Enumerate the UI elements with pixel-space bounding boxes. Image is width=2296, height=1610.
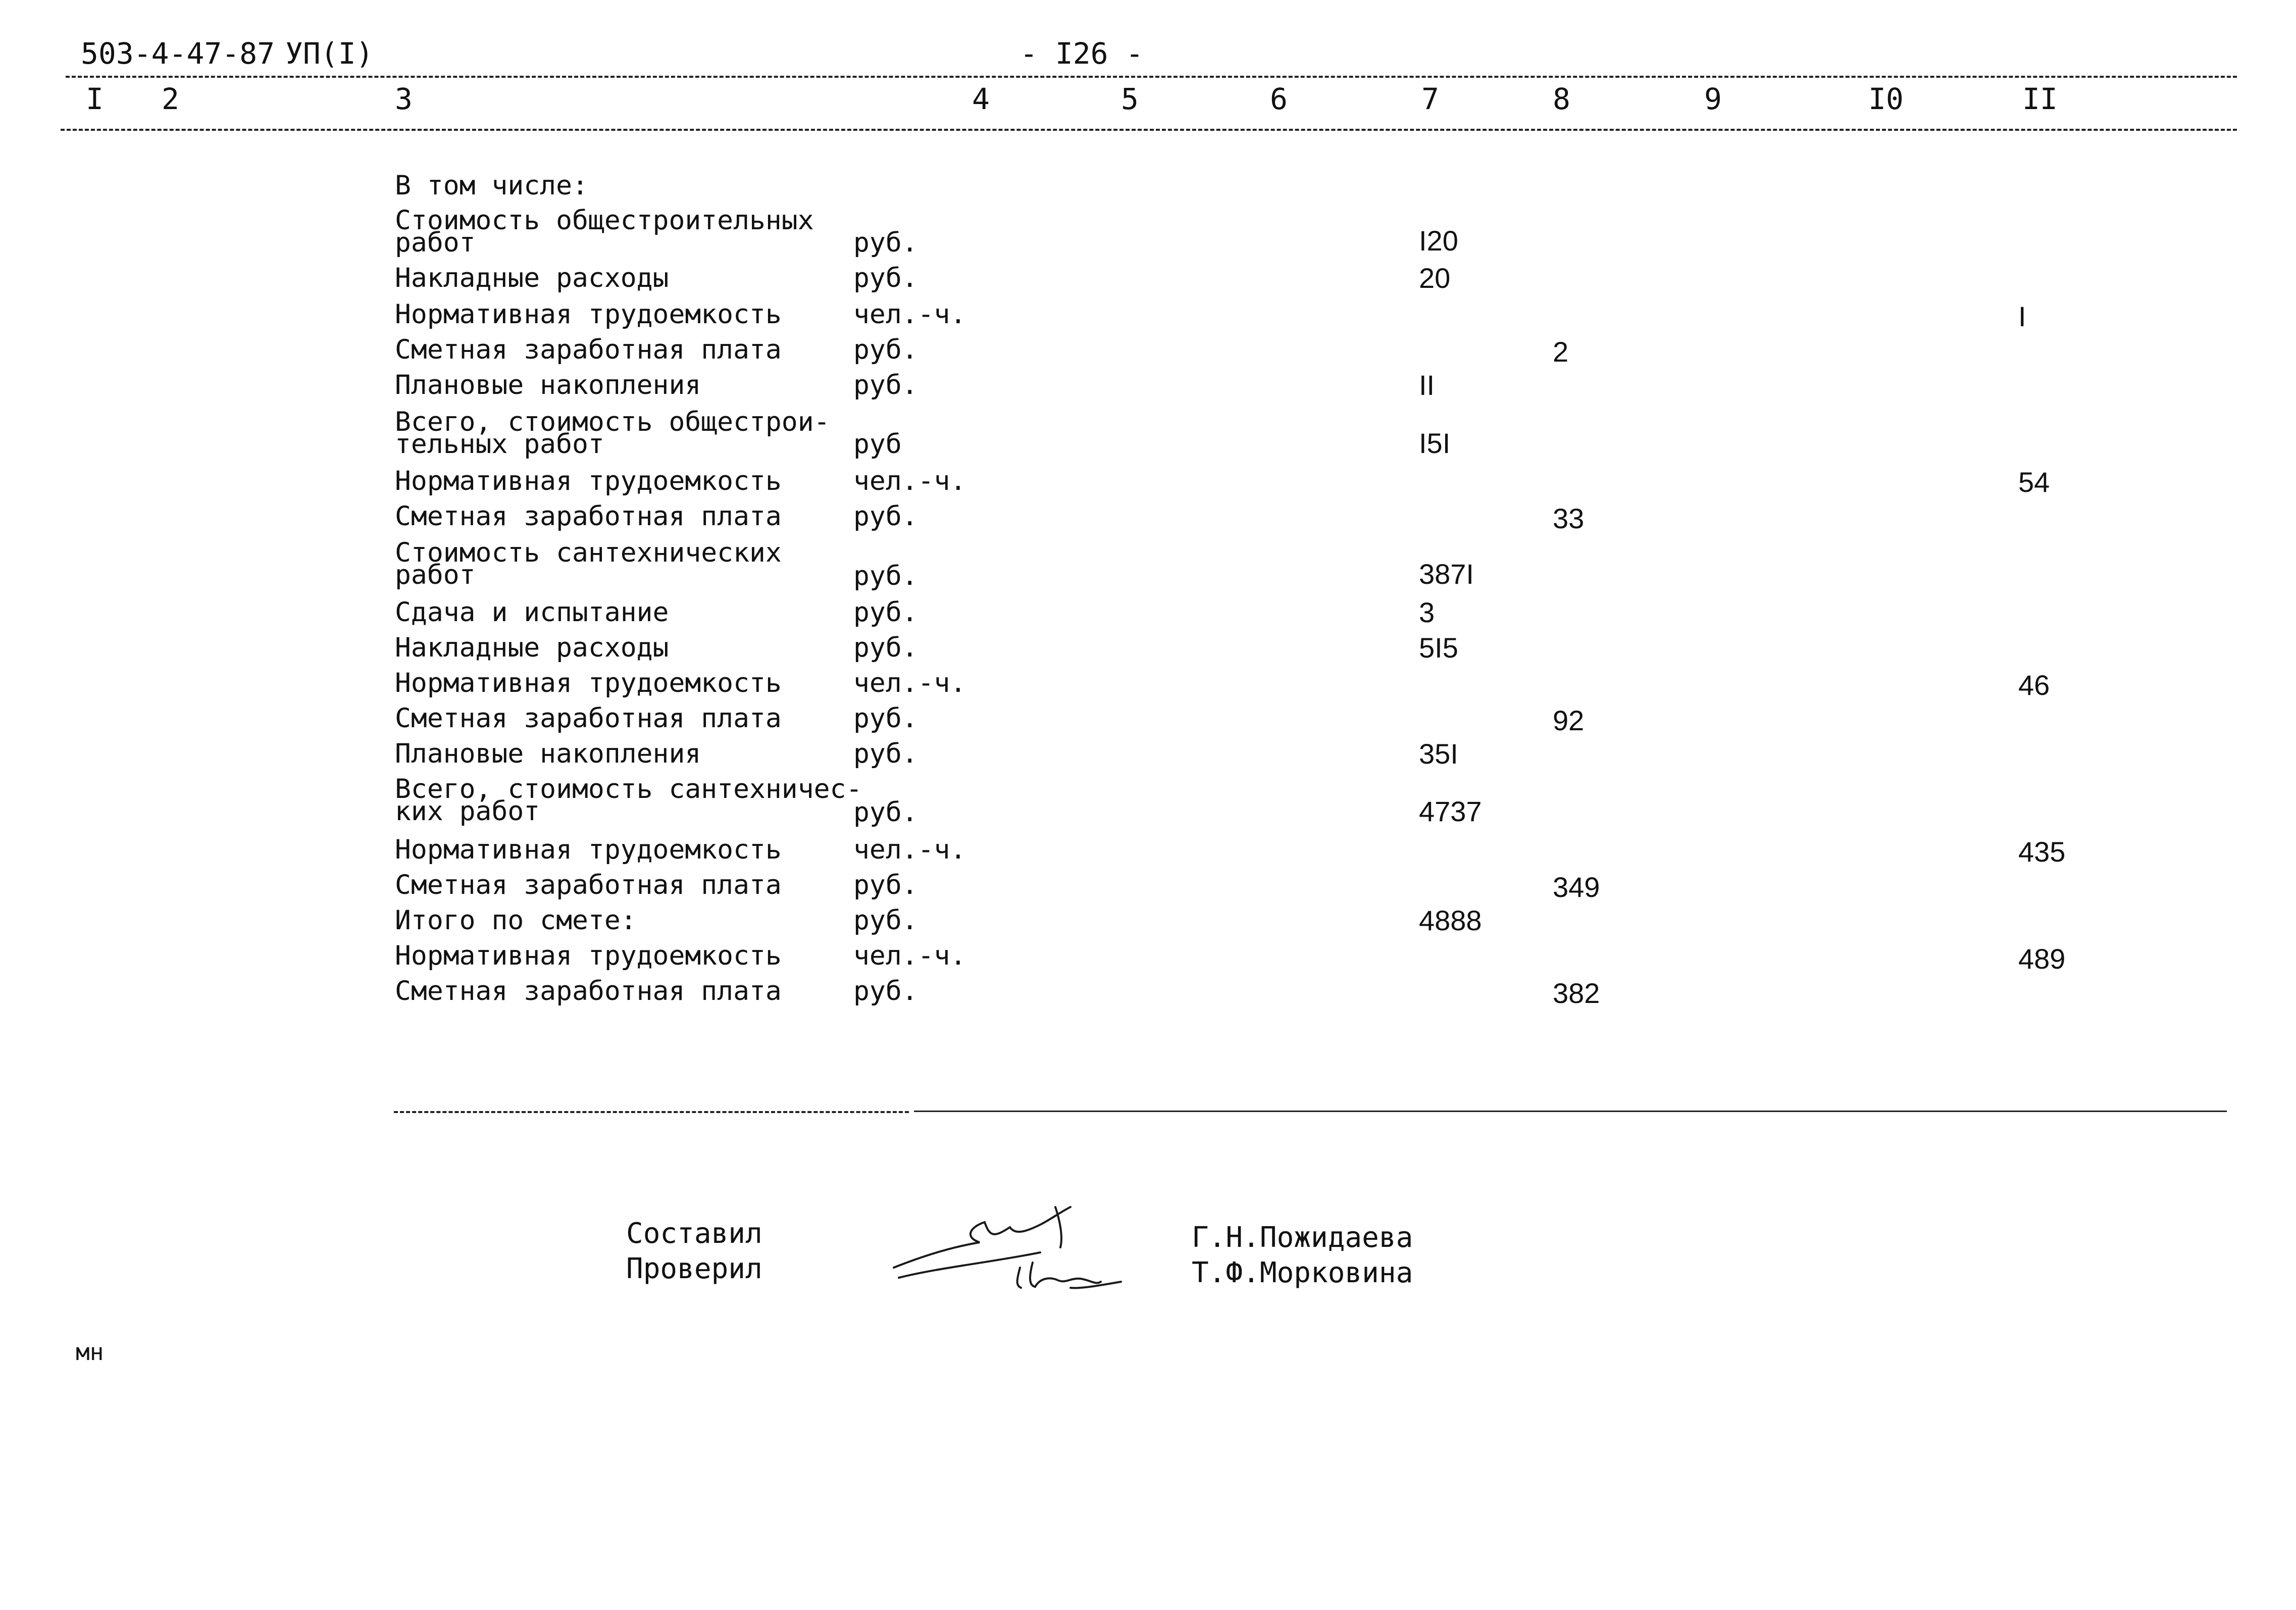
page-number: - I26 - bbox=[1020, 36, 1144, 71]
row-value-col7: I5I bbox=[1419, 427, 1451, 459]
row-value-col8: 92 bbox=[1553, 705, 1585, 736]
row-unit: руб. bbox=[853, 797, 918, 828]
row-unit: руб. bbox=[853, 227, 918, 258]
row-value-col11: 435 bbox=[2018, 836, 2066, 868]
row-label: Накладные расходы bbox=[395, 263, 669, 293]
row-unit: руб. bbox=[853, 870, 918, 900]
row-value-col8: 382 bbox=[1553, 977, 1600, 1009]
row-unit: руб. bbox=[853, 597, 918, 628]
checked-name: Т.Ф.Морковина bbox=[1192, 1256, 1413, 1289]
column-number: 5 bbox=[1121, 82, 1139, 116]
row-unit: чел.-ч. bbox=[853, 668, 966, 698]
row-label: Всего, стоимость сантехничес- bbox=[395, 774, 862, 804]
row-value-col7: 387I bbox=[1419, 558, 1474, 590]
row-label: Сдача и испытание bbox=[395, 597, 669, 628]
header-top-rule bbox=[66, 76, 2237, 78]
row-value-col8: 2 bbox=[1553, 336, 1569, 368]
row-label: Сметная заработная плата bbox=[395, 703, 782, 734]
row-value-col8: 349 bbox=[1553, 871, 1600, 903]
row-label-continuation: работ bbox=[395, 560, 476, 590]
row-value-col7: 4888 bbox=[1419, 904, 1482, 936]
row-label: Сметная заработная плата bbox=[395, 976, 782, 1007]
row-unit: руб bbox=[853, 429, 902, 460]
row-value-col7: II bbox=[1419, 369, 1435, 401]
handwritten-signatures bbox=[889, 1192, 1161, 1303]
row-label: Нормативная трудоемкость bbox=[395, 299, 782, 330]
table-bottom-rule-dashed bbox=[394, 1111, 909, 1113]
row-value-col11: 54 bbox=[2018, 466, 2050, 498]
row-value-col11: I bbox=[2018, 300, 2026, 332]
column-number: II bbox=[2022, 82, 2058, 116]
row-value-col8: 33 bbox=[1553, 502, 1585, 534]
row-unit: руб. bbox=[853, 561, 918, 591]
row-label: Нормативная трудоемкость bbox=[395, 668, 782, 698]
row-value-col7: 5I5 bbox=[1419, 632, 1458, 664]
row-unit: чел.-ч. bbox=[853, 299, 966, 330]
row-unit: руб. bbox=[853, 263, 918, 293]
row-label: Нормативная трудоемкость bbox=[395, 940, 782, 971]
column-number: 3 bbox=[395, 82, 413, 116]
compiled-name: Г.Н.Пожидаева bbox=[1192, 1221, 1413, 1254]
row-unit: руб. bbox=[853, 334, 918, 365]
row-unit: руб. bbox=[853, 738, 918, 769]
row-unit: руб. bbox=[853, 501, 918, 532]
row-label: Плановые накопления bbox=[395, 738, 701, 769]
row-value-col7: I20 bbox=[1419, 225, 1458, 257]
column-number: 6 bbox=[1270, 82, 1288, 116]
checked-label: Проверил bbox=[626, 1252, 762, 1285]
row-unit: чел.-ч. bbox=[853, 940, 966, 971]
row-label: Сметная заработная плата bbox=[395, 334, 782, 365]
column-number: 7 bbox=[1421, 82, 1439, 116]
row-unit: руб. bbox=[853, 703, 918, 734]
row-unit: руб. bbox=[853, 976, 918, 1007]
row-unit: руб. bbox=[853, 370, 918, 400]
footer-mark: мн bbox=[76, 1338, 104, 1366]
column-number: 4 bbox=[972, 82, 990, 116]
row-label: Накладные расходы bbox=[395, 632, 669, 663]
document-section: УП(I) bbox=[285, 36, 374, 71]
row-label-continuation: ких работ bbox=[395, 796, 540, 827]
row-label: В том числе: bbox=[395, 170, 588, 201]
row-label: Итого по смете: bbox=[395, 905, 637, 936]
row-label: Сметная заработная плата bbox=[395, 870, 782, 900]
column-number: I0 bbox=[1868, 82, 1904, 116]
row-label: Всего, стоимость общестрои- bbox=[395, 407, 830, 437]
row-label: Нормативная трудоемкость bbox=[395, 834, 782, 865]
row-label: Нормативная трудоемкость bbox=[395, 466, 782, 496]
row-value-col7: 4737 bbox=[1419, 795, 1482, 827]
column-number: 9 bbox=[1704, 82, 1722, 116]
row-label: Плановые накопления bbox=[395, 370, 701, 400]
column-number: 2 bbox=[162, 82, 179, 116]
column-number: I bbox=[86, 82, 104, 116]
row-unit: руб. bbox=[853, 905, 918, 936]
row-label: Стоимость сантехнических bbox=[395, 537, 782, 568]
column-number: 8 bbox=[1553, 82, 1570, 116]
row-value-col11: 46 bbox=[2018, 669, 2050, 701]
row-value-col7: 3 bbox=[1419, 596, 1435, 628]
row-unit: руб. bbox=[853, 632, 918, 663]
header-bottom-rule bbox=[61, 129, 2237, 131]
row-label-continuation: работ bbox=[395, 227, 476, 258]
row-label: Сметная заработная плата bbox=[395, 501, 782, 532]
row-label-continuation: тельных работ bbox=[395, 429, 604, 460]
row-label: Стоимость общестроительных bbox=[395, 205, 814, 236]
table-bottom-rule bbox=[914, 1111, 2227, 1112]
row-unit: чел.-ч. bbox=[853, 466, 966, 496]
document-code: 503-4-47-87 bbox=[81, 36, 275, 71]
row-value-col7: 35I bbox=[1419, 738, 1458, 770]
row-unit: чел.-ч. bbox=[853, 834, 966, 865]
compiled-label: Составил bbox=[626, 1217, 762, 1250]
row-value-col11: 489 bbox=[2018, 943, 2066, 975]
row-value-col7: 20 bbox=[1419, 262, 1451, 294]
